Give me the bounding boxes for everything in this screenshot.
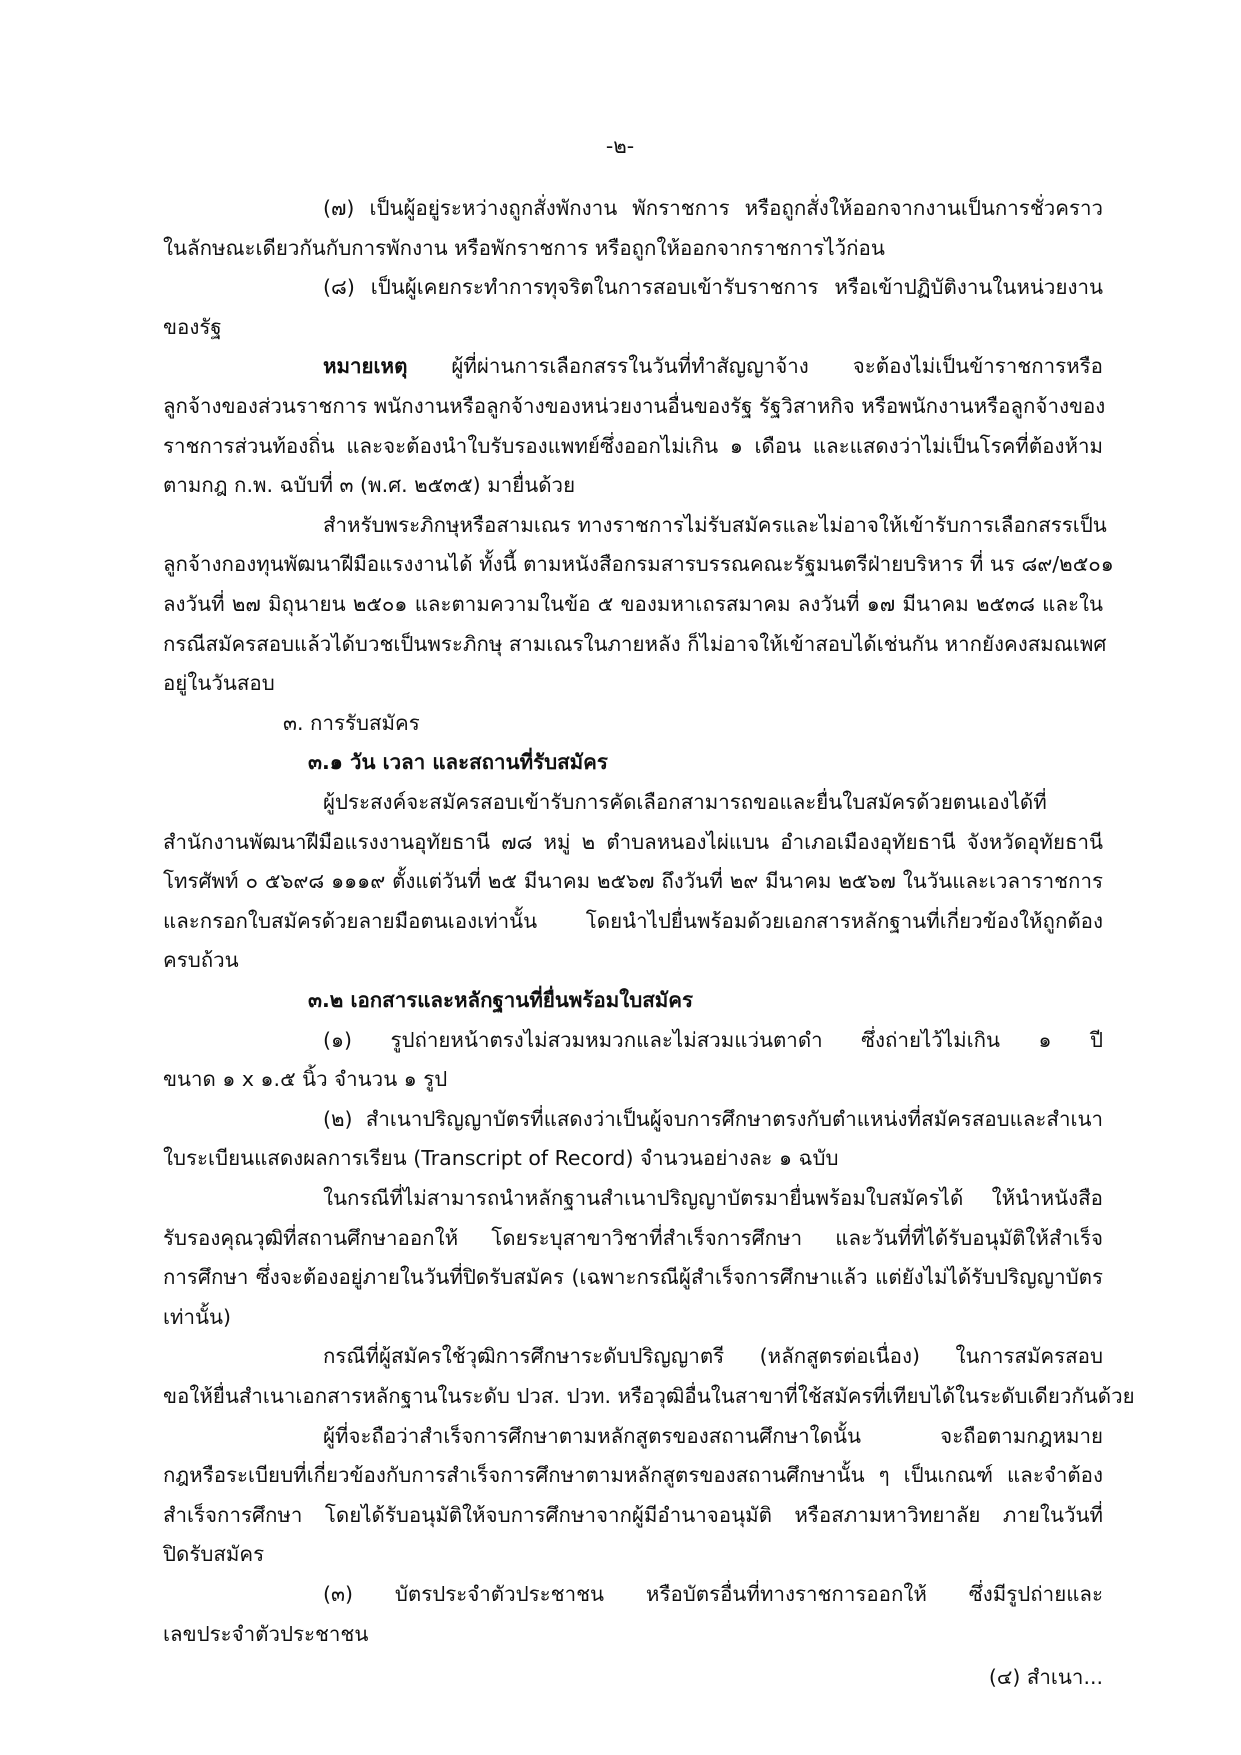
- monk-line-5: อยู่ในวันสอบ: [163, 671, 275, 695]
- note-line-2: ลูกจ้างของส่วนราชการ พนักงานหรือลูกจ้างของหน่วยงานอื่นของรัฐ รัฐวิสาหกิจ หรือพนักงานหรือลูกจ้างของ: [163, 394, 1106, 418]
- note-label: หมายเหตุ: [323, 354, 408, 378]
- case-1-line-3: การศึกษา ซึ่งจะต้องอยู่ภายในวันที่ปิดรับสมัคร (เฉพาะกรณีผู้สำเร็จการศึกษาแล้ว แต่ยังไม่ได้รับปริญญาบัตร: [163, 1265, 1103, 1289]
- footer-continuation: (๔) สำเนา...: [988, 1665, 1103, 1689]
- s31-line-3: โทรศัพท์ ๐ ๕๖๙๘ ๑๑๑๙ ตั้งแต่วันที่ ๒๕ มีนาคม ๒๕๖๗ ถึงวันที่ ๒๙ มีนาคม ๒๕๖๗ ในวันและเวลาราชการ: [163, 869, 1103, 893]
- item-8-line-1: (๘) เป็นผู้เคยกระทำการทุจริตในการสอบเข้ารับราชการ หรือเข้าปฏิบัติงานในหน่วยงาน: [323, 275, 1103, 299]
- note-line-4: ตามกฎ ก.พ. ฉบับที่ ๓ (พ.ศ. ๒๕๓๕) มายื่นด้วย: [163, 473, 576, 497]
- case-3-line-1: ผู้ที่จะถือว่าสำเร็จการศึกษาตามหลักสูตรของสถานศึกษาใดนั้น จะถือตามกฎหมาย: [323, 1424, 1103, 1448]
- s31-line-4: และกรอกใบสมัครด้วยลายมือตนเองเท่านั้น โดยนำไปยื่นพร้อมด้วยเอกสารหลักฐานที่เกี่ยวข้องให้ถูกต้อง: [163, 909, 1103, 933]
- case-2-line-1: กรณีที่ผู้สมัครใช้วุฒิการศึกษาระดับปริญญาตรี (หลักสูตรต่อเนื่อง) ในการสมัครสอบ: [323, 1344, 1103, 1368]
- monk-line-2: ลูกจ้างกองทุนพัฒนาฝีมือแรงงานได้ ทั้งนี้ ตามหนังสือกรมสารบรรณคณะรัฐมนตรีฝ่ายบริหาร ที่ นร ๘๙/๒๕๐๑: [163, 552, 1114, 576]
- doc-2-line-2: ใบระเบียนแสดงผลการเรียน (Transcript of Record) จำนวนอย่างละ ๑ ฉบับ: [163, 1146, 839, 1170]
- case-3-line-3: สำเร็จการศึกษา โดยได้รับอนุมัติให้จบการศึกษาจากผู้มีอำนาจอนุมัติ หรือสภามหาวิทยาลัย ภายในวันที่: [163, 1503, 1103, 1527]
- item-8-line-2: ของรัฐ: [163, 315, 222, 339]
- doc-3-line-2: เลขประจำตัวประชาชน: [163, 1622, 369, 1646]
- note-line-1: [323, 350, 1103, 382]
- item-7-line-1: (๗) เป็นผู้อยู่ระหว่างถูกสั่งพักงาน พักราชการ หรือถูกสั่งให้ออกจากงานเป็นการชั่วคราว: [323, 196, 1103, 220]
- case-1-line-1: ในกรณีที่ไม่สามารถนำหลักฐานสำเนาปริญญาบัตรมายื่นพร้อมใบสมัครได้ ให้นำหนังสือ: [323, 1186, 1103, 1210]
- doc-3-line-1: (๓) บัตรประจำตัวประชาชน หรือบัตรอื่นที่ทางราชการออกให้ ซึ่งมีรูปถ่ายและ: [323, 1582, 1103, 1606]
- case-3-line-2: กฎหรือระเบียบที่เกี่ยวข้องกับการสำเร็จการศึกษาตามหลักสูตรของสถานศึกษานั้น ๆ เป็นเกณฑ์ และจำต้อง: [163, 1463, 1103, 1487]
- case-2-line-2: ขอให้ยื่นสำเนาเอกสารหลักฐานในระดับ ปวส. ปวท. หรือวุฒิอื่นในสาขาที่ใช้สมัครที่เทียบได้ในระดับเดียวกันด้วย: [163, 1384, 1135, 1408]
- section-3-heading: ๓. การรับสมัคร: [283, 711, 420, 735]
- item-7-line-2: ในลักษณะเดียวกันกับการพักงาน หรือพักราชการ หรือถูกให้ออกจากราชการไว้ก่อน: [163, 236, 885, 260]
- page-number: -๒-: [605, 134, 635, 158]
- s31-line-1: ผู้ประสงค์จะสมัครสอบเข้ารับการคัดเลือกสามารถขอและยื่นใบสมัครด้วยตนเองได้ที่: [323, 790, 1047, 814]
- doc-2-line-1: (๒) สำเนาปริญญาบัตรที่แสดงว่าเป็นผู้จบการศึกษาตรงกับตำแหน่งที่สมัครสอบและสำเนา: [323, 1107, 1103, 1131]
- section-3-2-heading: ๓.๒ เอกสารและหลักฐานที่ยื่นพร้อมใบสมัคร: [308, 988, 693, 1012]
- case-1-line-4: เท่านั้น): [163, 1305, 232, 1329]
- section-3-1-heading: ๓.๑ วัน เวลา และสถานที่รับสมัคร: [308, 750, 608, 774]
- case-1-line-2: รับรองคุณวุฒิที่สถานศึกษาออกให้ โดยระบุสาขาวิชาที่สำเร็จการศึกษา และวันที่ที่ได้รับอนุมัติให้สำเร็จ: [163, 1226, 1103, 1250]
- monk-line-1: สำหรับพระภิกษุหรือสามเณร ทางราชการไม่รับสมัครและไม่อาจให้เข้ารับการเลือกสรรเป็น: [323, 513, 1107, 537]
- s31-line-5: ครบถ้วน: [163, 948, 239, 972]
- monk-line-3: ลงวันที่ ๒๗ มิถุนายน ๒๕๐๑ และตามความในข้อ ๕ ของมหาเถรสมาคม ลงวันที่ ๑๗ มีนาคม ๒๕๓๘ และใน: [163, 592, 1103, 616]
- note-text: ผู้ที่ผ่านการเลือกสรรในวันที่ทำสัญญาจ้าง จะต้องไม่เป็นข้าราชการหรือ: [407, 354, 1103, 378]
- monk-line-4: กรณีสมัครสอบแล้วได้บวชเป็นพระภิกษุ สามเณรในภายหลัง ก็ไม่อาจให้เข้าสอบได้เช่นกัน หากยังคงสมณเพศ: [163, 632, 1107, 656]
- doc-1-line-1: (๑) รูปถ่ายหน้าตรงไม่สวมหมวกและไม่สวมแว่นตาดำ ซึ่งถ่ายไว้ไม่เกิน ๑ ปี: [323, 1028, 1103, 1052]
- note-line-3: ราชการส่วนท้องถิ่น และจะต้องนำใบรับรองแพทย์ซึ่งออกไม่เกิน ๑ เดือน และแสดงว่าไม่เป็นโรคที่ต้องห้าม: [163, 434, 1103, 458]
- case-3-line-4: ปิดรับสมัคร: [163, 1542, 265, 1566]
- doc-1-line-2: ขนาด ๑ x ๑.๕ นิ้ว จำนวน ๑ รูป: [163, 1067, 448, 1091]
- s31-line-2: สำนักงานพัฒนาฝีมือแรงงานอุทัยธานี ๗๘ หมู่ ๒ ตำบลหนองไผ่แบน อำเภอเมืองอุทัยธานี จังหวัดอุทัยธานี: [163, 830, 1103, 854]
